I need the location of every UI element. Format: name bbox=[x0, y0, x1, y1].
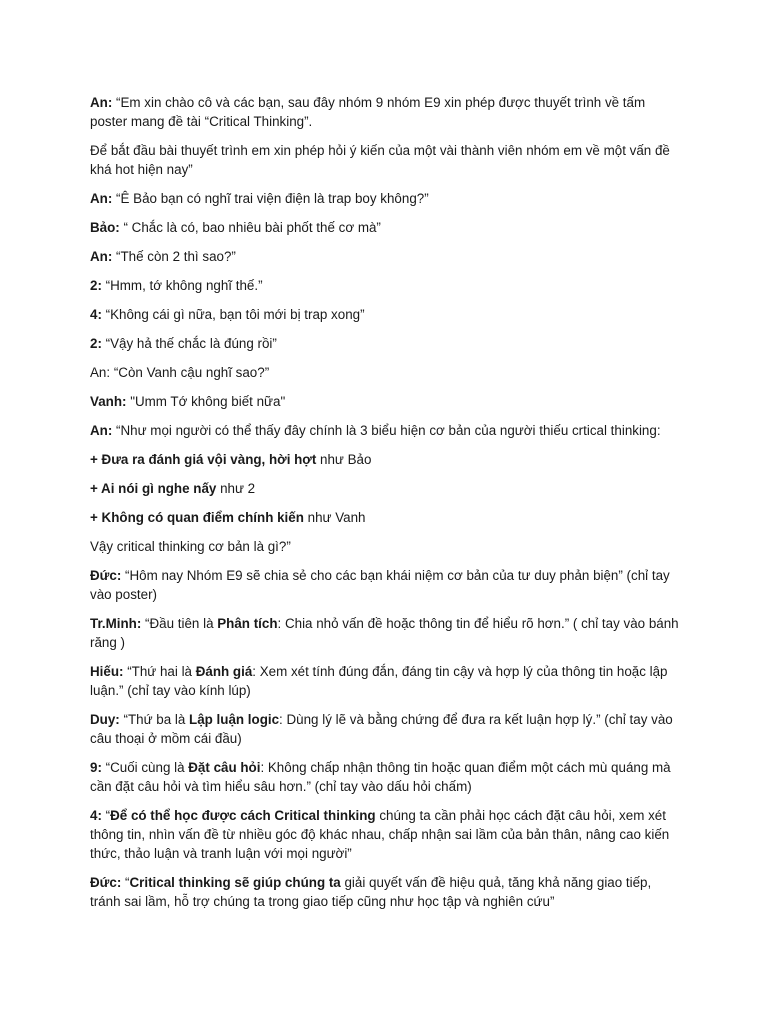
text-run: An: “Còn Vanh cậu nghĩ sao?” bbox=[90, 365, 270, 380]
bold-text-run: An: bbox=[90, 423, 113, 438]
text-run: "Umm Tớ không biết nữa" bbox=[126, 394, 286, 409]
dialogue-paragraph bbox=[90, 479, 685, 498]
dialogue-paragraph bbox=[90, 662, 685, 700]
text-run: “Hmm, tớ không nghĩ thế.” bbox=[101, 278, 263, 293]
bold-text-run: Bảo: bbox=[90, 220, 120, 235]
bold-text-run: Đặt câu hỏi bbox=[188, 760, 261, 775]
dialogue-paragraph bbox=[90, 421, 685, 440]
text-run: như Bảo bbox=[316, 452, 372, 467]
text-run: “Thứ ba là bbox=[119, 712, 190, 727]
bold-text-run: Tr.Minh: bbox=[90, 616, 142, 631]
text-run: “Vậy hả thế chắc là đúng rồi” bbox=[101, 336, 277, 351]
dialogue-paragraph bbox=[90, 363, 685, 382]
bold-text-run: Đức: bbox=[90, 568, 122, 583]
dialogue-paragraph bbox=[90, 276, 685, 295]
bold-text-run: Vanh: bbox=[90, 394, 127, 409]
text-run: “Thứ hai là bbox=[123, 664, 196, 679]
text-run: “Cuối cùng là bbox=[101, 760, 189, 775]
text-run: “Không cái gì nữa, bạn tôi mới bị trap xong” bbox=[101, 307, 365, 322]
text-run: “Hôm nay Nhóm E9 sẽ chia sẻ cho các bạn khái niệm cơ bản của tư duy phản biện” (chỉ tay vào poster) bbox=[90, 568, 670, 602]
bold-text-run: 2: bbox=[90, 336, 102, 351]
text-run: như 2 bbox=[216, 481, 256, 496]
dialogue-paragraph bbox=[90, 141, 685, 179]
text-run: : Chia nhỏ vấn đề hoặc thông tin để hiểu rõ hơn.” ( chỉ tay vào bánh răng ) bbox=[90, 616, 679, 650]
text-run: Để bắt đầu bài thuyết trình em xin phép hỏi ý kiến của một vài thành viên nhóm em về một vấn đề khá hot hiện nay” bbox=[90, 143, 670, 177]
text-run: như Vanh bbox=[303, 510, 366, 525]
bold-text-run: An: bbox=[90, 249, 113, 264]
dialogue-paragraph bbox=[90, 614, 685, 652]
document-body bbox=[90, 93, 685, 921]
bold-text-run: Để có thể học được cách Critical thinking bbox=[110, 808, 376, 823]
bold-text-run: Đánh giá bbox=[195, 664, 253, 679]
dialogue-paragraph bbox=[90, 450, 685, 469]
text-run: “ bbox=[121, 875, 130, 890]
text-run: “Ê Bảo bạn có nghĩ trai viện điện là trap boy không?” bbox=[112, 191, 429, 206]
bold-text-run: Duy: bbox=[90, 712, 120, 727]
text-run: “Đầu tiên là bbox=[141, 616, 218, 631]
bold-text-run: + Ai nói gì nghe nấy bbox=[90, 481, 217, 496]
dialogue-paragraph bbox=[90, 247, 685, 266]
dialogue-paragraph bbox=[90, 392, 685, 411]
bold-text-run: Phân tích bbox=[217, 616, 278, 631]
dialogue-paragraph bbox=[90, 334, 685, 353]
bold-text-run: An: bbox=[90, 95, 113, 110]
dialogue-paragraph bbox=[90, 93, 685, 131]
dialogue-paragraph bbox=[90, 873, 685, 911]
bold-text-run: Đức: bbox=[90, 875, 122, 890]
text-run: chúng ta cần phải học cách đặt câu hỏi, xem xét thông tin, nhìn vấn đề từ nhiều góc độ khác nhau, chấp nhận sai lầm của bản thân, nâng cao kiến thức, thảo luận và tranh luận với mọi người” bbox=[90, 808, 670, 861]
bold-text-run: + Đưa ra đánh giá vội vàng, hời hợt bbox=[90, 452, 317, 467]
text-run: “Em xin chào cô và các bạn, sau đây nhóm 9 nhóm E9 xin phép được thuyết trình về tấm poster mang đề tài “Critical Thinking”. bbox=[90, 95, 646, 129]
text-run: “ bbox=[101, 808, 111, 823]
dialogue-paragraph bbox=[90, 566, 685, 604]
bold-text-run: Lập luận logic bbox=[189, 712, 280, 727]
text-run: : Dùng lý lẽ và bằng chứng để đưa ra kết luận hợp lý.” (chỉ tay vào câu thoại ở mồm cái đầu) bbox=[90, 712, 673, 746]
bold-text-run: 9: bbox=[90, 760, 102, 775]
bold-text-run: 4: bbox=[90, 808, 102, 823]
bold-text-run: 2: bbox=[90, 278, 102, 293]
text-run: : Xem xét tính đúng đắn, đáng tin cậy và hợp lý của thông tin hoặc lập luận.” (chỉ tay vào kính lúp) bbox=[90, 664, 668, 698]
dialogue-paragraph bbox=[90, 218, 685, 237]
bold-text-run: + Không có quan điểm chính kiến bbox=[90, 510, 304, 525]
dialogue-paragraph bbox=[90, 508, 685, 527]
text-run: “Như mọi người có thể thấy đây chính là 3 biểu hiện cơ bản của người thiếu crtical thinking: bbox=[112, 423, 661, 438]
dialogue-paragraph bbox=[90, 758, 685, 796]
text-run: giải quyết vấn đề hiệu quả, tăng khả năng giao tiếp, tránh sai lầm, hỗ trợ chúng ta trong giao tiếp cũng như học tập và nghiên cứu” bbox=[90, 875, 652, 909]
dialogue-paragraph bbox=[90, 305, 685, 324]
text-run: : Không chấp nhận thông tin hoặc quan điểm một cách mù quáng mà cần đặt câu hỏi và tìm hiểu sâu hơn.” (chỉ tay vào dấu hỏi chấm) bbox=[90, 760, 671, 794]
dialogue-paragraph bbox=[90, 710, 685, 748]
bold-text-run: 4: bbox=[90, 307, 102, 322]
dialogue-paragraph bbox=[90, 806, 685, 863]
text-run: “ Chắc là có, bao nhiêu bài phốt thế cơ mà” bbox=[119, 220, 381, 235]
text-run: “Thế còn 2 thì sao?” bbox=[112, 249, 236, 264]
bold-text-run: An: bbox=[90, 191, 113, 206]
dialogue-paragraph bbox=[90, 189, 685, 208]
dialogue-paragraph bbox=[90, 537, 685, 556]
bold-text-run: Hiếu: bbox=[90, 664, 124, 679]
text-run: Vậy critical thinking cơ bản là gì?” bbox=[90, 539, 291, 554]
bold-text-run: Critical thinking sẽ giúp chúng ta bbox=[129, 875, 341, 890]
